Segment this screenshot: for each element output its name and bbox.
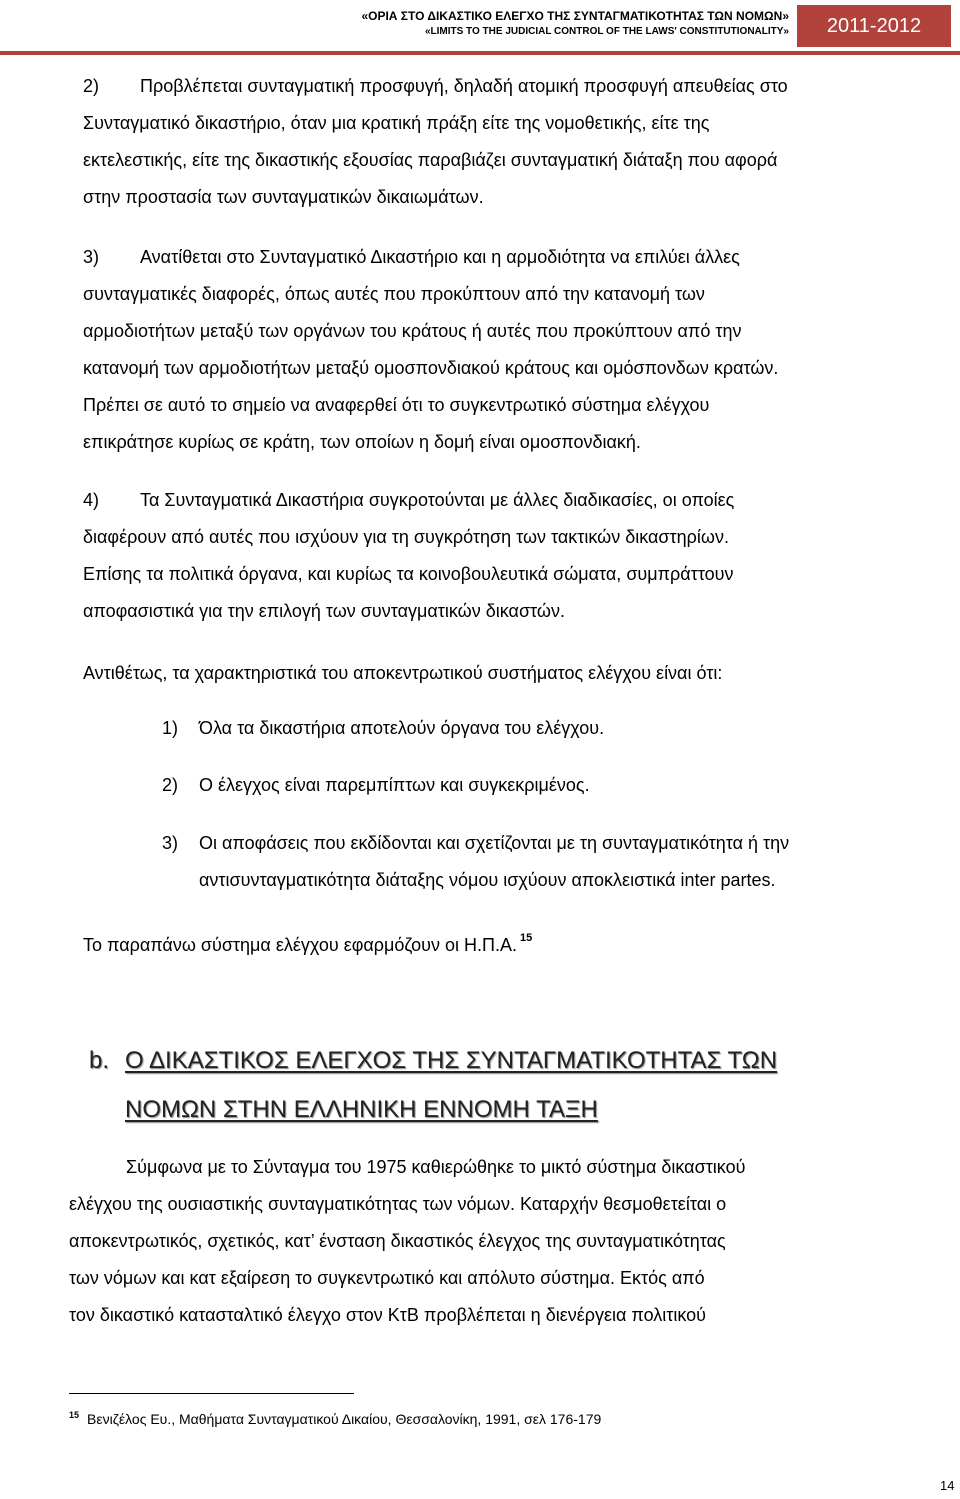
text-line: Πρέπει σε αυτό το σημείο να αναφερθεί ότι το συγκεντρωτικό σύστημα ελέγχου: [83, 395, 710, 415]
list-item: [162, 825, 789, 899]
text-line: στην προστασία των συνταγματικών δικαιωμάτων.: [83, 187, 484, 207]
list-item-number: 1): [162, 718, 179, 738]
list-item-number: 3): [162, 833, 179, 853]
list-item: [162, 710, 604, 747]
list-item-text: Οι αποφάσεις που εκδίδονται και σχετίζονται με τη συνταγματικότητα ή την: [199, 833, 790, 853]
text-line: Ανατίθεται στο Συνταγματικό Δικαστήριο και η αρμοδιότητα να επιλύει άλλες: [140, 247, 740, 267]
text-line: τον δικαστικό κατασταλτικό έλεγχο στον ΚτΒ προβλέπεται η διενέργεια πολιτικού: [69, 1305, 707, 1325]
text-line: διαφέρουν από αυτές που ισχύουν για τη συγκρότηση των τακτικών δικαστηρίων.: [83, 527, 729, 547]
section-letter: b.: [89, 1047, 110, 1074]
text-line: των νόμων και κατ εξαίρεση το συγκεντρωτικό και απόλυτο σύστημα. Εκτός από: [69, 1268, 705, 1288]
text-line: αποφασιστικά για την επιλογή των συνταγματικών δικαστών.: [83, 601, 565, 621]
paragraph-number: 3): [83, 247, 100, 267]
paragraph-number: 2): [83, 76, 100, 96]
paragraph-3: [83, 239, 778, 461]
header-title-english: «LIMITS TO THE JUDICIAL CONTROL OF THE LAWS' CONSTITUTIONALITY»: [424, 26, 789, 37]
text-line: αρμοδιοτήτων μεταξύ των οργάνων του κράτους ή αυτές που προκύπτουν από την: [83, 321, 742, 341]
text-line: αποκεντρωτικός, σχετικός, κατ’ ένσταση δικαστικός έλεγχος της συνταγματικότητας: [69, 1231, 726, 1251]
text-line: Σύμφωνα με το Σύνταγμα του 1975 καθιερώθηκε το μικτό σύστημα δικαστικού: [126, 1157, 746, 1177]
year-badge: 2011-2012: [797, 5, 951, 47]
text-line: ελέγχου της ουσιαστικής συνταγματικότητας των νόμων. Καταρχήν θεσμοθετείται ο: [69, 1194, 727, 1214]
usa-sentence: [83, 920, 532, 964]
list-item-text: Ο έλεγχος είναι παρεμπίπτων και συγκεκριμένος.: [199, 775, 590, 795]
paragraph-4: [83, 482, 734, 630]
footnote-divider: [69, 1393, 354, 1394]
list-item-text-continued: αντισυνταγματικότητα διάταξης νόμου ισχύουν αποκλειστικά inter partes.: [199, 870, 776, 890]
text-line: κατανομή των αρμοδιοτήτων μεταξύ ομοσπονδιακού κράτους και ομόσπονδων κρατών.: [83, 358, 779, 378]
page-number: 14: [940, 1478, 955, 1493]
running-header: [0, 8, 789, 39]
text-line: Προβλέπεται συνταγματική προσφυγή, δηλαδή ατομική προσφυγή απευθείας στο: [140, 76, 788, 96]
list-item-number: 2): [162, 775, 179, 795]
list-item: [162, 767, 590, 804]
text-line: Τα Συνταγματικά Δικαστήρια συγκροτούνται με άλλες διαδικασίες, οι οποίες: [140, 490, 735, 510]
section-heading: [89, 1036, 929, 1134]
footnote-text: Βενιζέλος Ευ., Μαθήματα Συνταγματικού Δικαίου, Θεσσαλονίκη, 1991, σελ 176-179: [87, 1411, 602, 1427]
text-line: συνταγματικές διαφορές, όπως αυτές που προκύπτουν από την κατανομή των: [83, 284, 705, 304]
text-line: Επίσης τα πολιτικά όργανα, και κυρίως τα κοινοβουλευτικά σώματα, συμπράττουν: [83, 564, 734, 584]
header-title-greek: «ΟΡΙΑ ΣΤΟ ΔΙΚΑΣΤΙΚΟ ΕΛΕΓΧΟ ΤΗΣ ΣΥΝΤΑΓΜΑΤΙΚΟΤΗΤΑΣ ΤΩΝ ΝΟΜΩΝ»: [361, 9, 789, 23]
text-line: Συνταγματικό δικαστήριο, όταν μια κρατική πράξη είτε της νομοθετικής, είτε της: [83, 113, 710, 133]
list-item-text: Όλα τα δικαστήρια αποτελούν όργανα του ελέγχου.: [199, 718, 605, 738]
text-line: εκτελεστικής, είτε της δικαστικής εξουσίας παραβιάζει συνταγματική διάταξη που αφορά: [83, 150, 778, 170]
footnote-number: 15: [69, 1410, 80, 1420]
characteristics-intro: Αντιθέτως, τα χαρακτηριστικά του αποκεντρωτικού συστήματος ελέγχου είναι ότι:: [83, 663, 723, 683]
paragraph-2: [83, 68, 788, 216]
footnote: [69, 1405, 601, 1429]
section-body: [69, 1149, 745, 1334]
section-title-line2: ΝΟΜΩΝ ΣΤΗΝ ΕΛΛΗΝΙΚΗ ΕΝΝΟΜΗ ΤΑΞΗ: [125, 1096, 598, 1123]
section-title-line1: Ο ΔΙΚΑΣΤΙΚΟΣ ΕΛΕΓΧΟΣ ΤΗΣ ΣΥΝΤΑΓΜΑΤΙΚΟΤΗΤΑΣ ΤΩΝ: [125, 1047, 778, 1074]
paragraph-number: 4): [83, 490, 100, 510]
usa-sentence-text: Το παραπάνω σύστημα ελέγχου εφαρμόζουν οι Η.Π.Α.: [83, 935, 518, 955]
header-divider: [0, 51, 960, 55]
text-line: επικράτησε κυρίως σε κράτη, των οποίων η δομή είναι ομοσπονδιακή.: [83, 432, 641, 452]
footnote-reference[interactable]: 15: [520, 932, 533, 944]
